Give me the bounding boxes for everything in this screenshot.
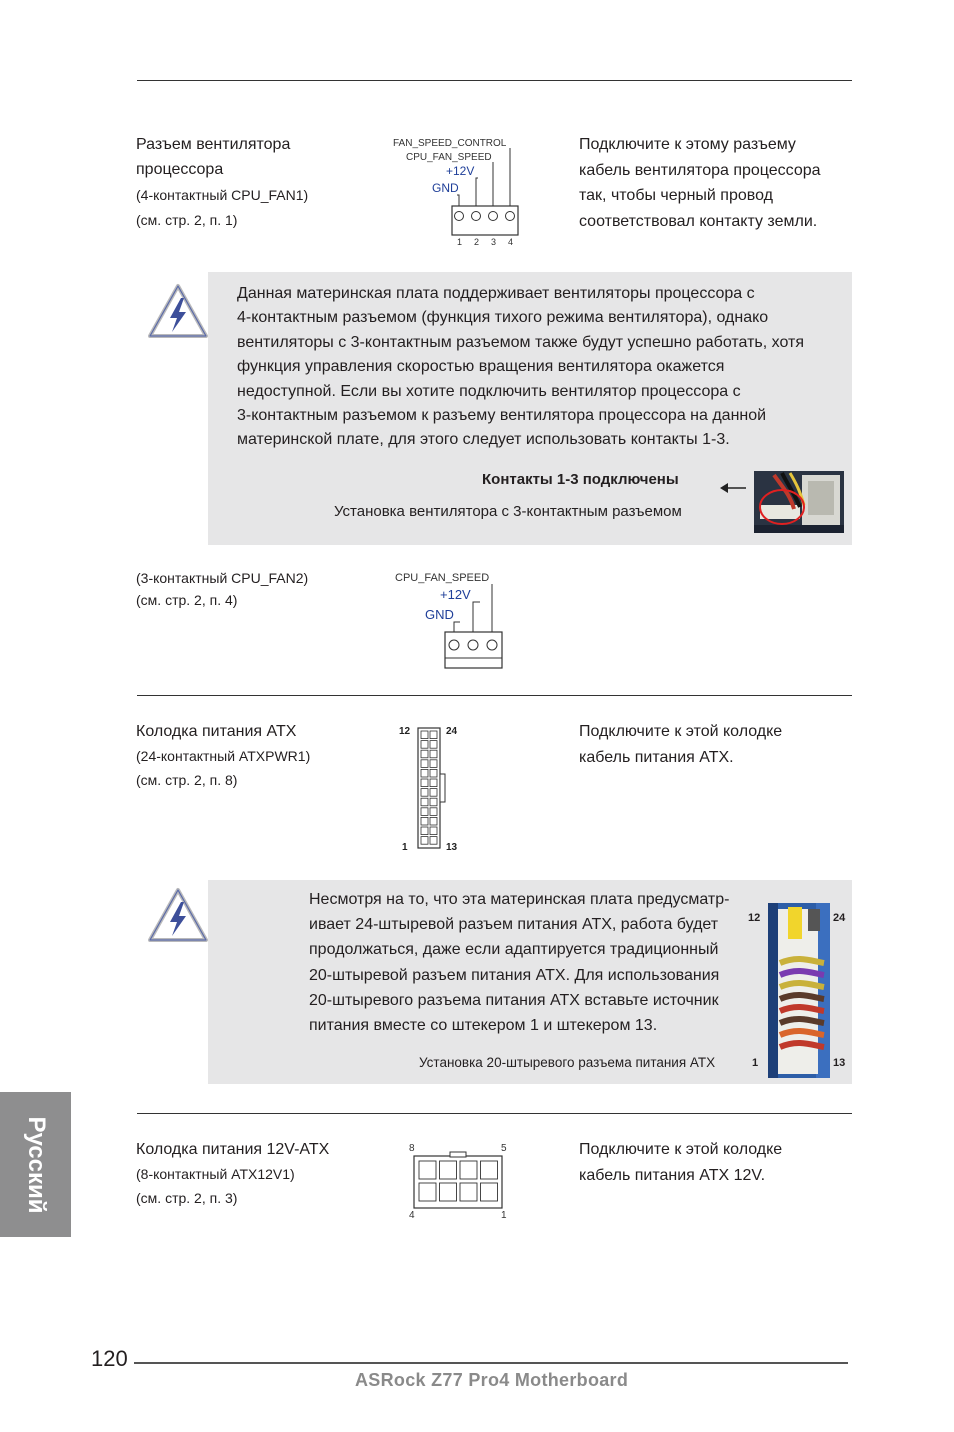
note-line: продолжаться, даже если адаптируется традиционный (309, 941, 719, 959)
atx12v-pin-cell (481, 1183, 498, 1201)
language-side-tab (0, 1092, 71, 1237)
note-line: ивает 24-штыревой разъем питания ATX, работа будет (309, 916, 719, 934)
note-line: Данная материнская плата поддерживает вентиляторы процессора с (237, 285, 755, 302)
cpu-fan1-diagram (390, 134, 530, 250)
note-line: Несмотря на то, что эта материнская плата предусматр- (309, 891, 730, 908)
cpu-fan1-spec: (4-контактный CPU_FAN1) (136, 187, 309, 203)
atx12v-spec: (8-контактный ATX12V1) (136, 1166, 295, 1182)
note-line: 4-контактным разъемом (функция тихого режима вентилятора), однако (237, 309, 769, 327)
footer-title: ASRock Z77 Pro4 Motherboard (355, 1370, 629, 1390)
note-line: материнской плате, для этого следует использовать контакты 1-3. (237, 431, 730, 449)
atx24-pin-cell (430, 837, 437, 845)
note-line: 20-штыревой разъем питания ATX. Для использования (309, 966, 720, 984)
atx12v-diagram (404, 1138, 516, 1222)
cpu-fan2-diagram (392, 568, 512, 672)
atx12v-desc-line: Подключите к этой колодке (579, 1141, 783, 1158)
atx12v-desc (579, 1137, 782, 1188)
atx24-pin-cell (430, 750, 437, 758)
atx24-pin-cell (421, 741, 428, 749)
atx24-pin-cell (421, 808, 428, 816)
section-rule (137, 1113, 852, 1114)
fan-note-text (237, 282, 847, 453)
atx12v-pin-cell (419, 1161, 436, 1179)
atx24-pin-cell (430, 760, 437, 768)
atx12v-pin-cell (460, 1183, 477, 1201)
atx24-pin-cell (430, 769, 437, 777)
note-line: питания вместе со штекером 1 и штекером 13. (309, 1017, 658, 1035)
pins-connected-caption: Контакты 1-3 подключены (482, 471, 679, 488)
atx12v-pin-1-label: 1 (501, 1210, 507, 1221)
cpu-fan1-title (136, 132, 290, 182)
atx-spec: (24-контактный ATXPWR1) (136, 748, 311, 764)
atx12v-pin-4-label: 4 (409, 1210, 415, 1221)
photo-pin-13-label: 13 (833, 1057, 846, 1069)
arrow-left-icon (718, 480, 748, 494)
note-line: 20-штыревого разъема питания ATX вставьте источник (309, 991, 719, 1009)
cpu-fan1-ref: (см. стр. 2, п. 1) (136, 212, 238, 228)
note-line: функция управления скоростью вращения вентилятора окажется (237, 358, 725, 376)
cpu-fan2-spec: (3-контактный CPU_FAN2) (136, 570, 309, 586)
note-line: вентиляторы с 3-контактным разъемом также будут успешно работать, хотя (237, 333, 804, 351)
fan-speed-control-label: FAN_SPEED_CONTROL (393, 138, 507, 149)
atx-pin-13-label: 13 (446, 842, 458, 853)
warning-icon (148, 282, 210, 340)
atx-desc-line: кабель питания ATX. (579, 748, 734, 766)
section-rule (137, 695, 852, 696)
atx24-pin-cell (430, 779, 437, 787)
atx-title: Колодка питания ATX (136, 723, 297, 740)
atx24-pin-cell (421, 750, 428, 758)
cpu-fan1-desc-line: соответствовал контакту земли. (579, 212, 818, 230)
atx24-pin-cell (430, 827, 437, 835)
atx12v-pin-cell (419, 1183, 436, 1201)
atx24-pin-cell (421, 837, 428, 845)
pin-1-label: 1 (457, 237, 463, 247)
warning-icon (148, 886, 210, 944)
cpu-fan1-desc-line: кабель вентилятора процессора (579, 161, 821, 179)
pin-4-label: 4 (508, 237, 514, 247)
atx12v-pin-8-label: 8 (409, 1143, 415, 1154)
atx20-install-caption: Установка 20-штыревого разъема питания ATX (419, 1055, 716, 1070)
atx-desc (579, 719, 782, 770)
atx-note-text (309, 887, 759, 1038)
note-line: 3-контактным разъемом к разъему вентилятора процессора на данной (237, 407, 767, 425)
v12-label: +12V (446, 164, 475, 178)
atx24-pin-cell (421, 769, 428, 777)
atx-pin-24-label: 24 (446, 726, 458, 737)
cpu-fan1-desc-line: Подключите к этому разъему (579, 136, 796, 153)
atx-desc-line: Подключите к этой колодке (579, 723, 783, 740)
atx24-diagram (396, 722, 466, 854)
atx-ref: (см. стр. 2, п. 8) (136, 772, 238, 788)
atx12v-pin-cell (460, 1161, 477, 1179)
atx24-pin-cell (421, 798, 428, 806)
atx12v-pin-5-label: 5 (501, 1143, 507, 1154)
atx12v-pin-cell (440, 1161, 457, 1179)
atx12v-pin-cell (481, 1161, 498, 1179)
footer-rule (134, 1362, 848, 1364)
gnd-label: GND (425, 607, 454, 622)
cpu-fan-speed-label: CPU_FAN_SPEED (395, 572, 490, 584)
cpu-fan1-desc (579, 132, 821, 234)
atx24-pin-cell (430, 741, 437, 749)
atx-pin-12-label: 12 (399, 726, 411, 737)
atx24-pin-cell (430, 789, 437, 797)
fan-install-caption: Установка вентилятора с 3-контактным разъемом (334, 503, 682, 520)
cpu-fan1-title-line1: Разъем вентилятора (136, 136, 291, 153)
language-label: Русский (22, 1116, 50, 1213)
page-number: 120 (91, 1346, 128, 1371)
atx24-pin-cell (421, 827, 428, 835)
atx24-pin-cell (421, 760, 428, 768)
atx20-install-photo (768, 903, 830, 1078)
atx12v-desc-line: кабель питания ATX 12V. (579, 1166, 766, 1184)
pin-2-label: 2 (474, 237, 480, 247)
fan-install-photo (754, 471, 844, 533)
atx24-pin-cell (430, 808, 437, 816)
atx24-pin-cell (421, 731, 428, 739)
atx24-pin-cell (421, 789, 428, 797)
atx-pin-1-label: 1 (402, 842, 408, 853)
gnd-label: GND (432, 181, 459, 195)
note-line: недоступной. Если вы хотите подключить вентилятор процессора с (237, 382, 741, 400)
cpu-fan-speed-label: CPU_FAN_SPEED (406, 152, 492, 163)
photo-pin-24-label: 24 (833, 912, 846, 924)
cpu-fan1-desc-line: так, чтобы черный провод (579, 187, 773, 204)
atx12v-ref: (см. стр. 2, п. 3) (136, 1190, 238, 1206)
cpu-fan1-title-line2: процессора (136, 161, 224, 178)
photo-pin-1-label: 1 (752, 1057, 759, 1069)
top-rule (137, 80, 852, 81)
atx24-pin-cell (421, 779, 428, 787)
atx12v-pin-cell (440, 1183, 457, 1201)
atx24-pin-cell (430, 798, 437, 806)
atx24-pin-cell (421, 817, 428, 825)
atx24-pin-cell (430, 731, 437, 739)
atx12v-title: Колодка питания 12V-ATX (136, 1141, 330, 1158)
v12-label: +12V (440, 587, 471, 602)
atx24-pin-cell (430, 817, 437, 825)
cpu-fan2-ref: (см. стр. 2, п. 4) (136, 592, 238, 608)
pin-3-label: 3 (491, 237, 497, 247)
photo-pin-12-label: 12 (748, 912, 761, 924)
